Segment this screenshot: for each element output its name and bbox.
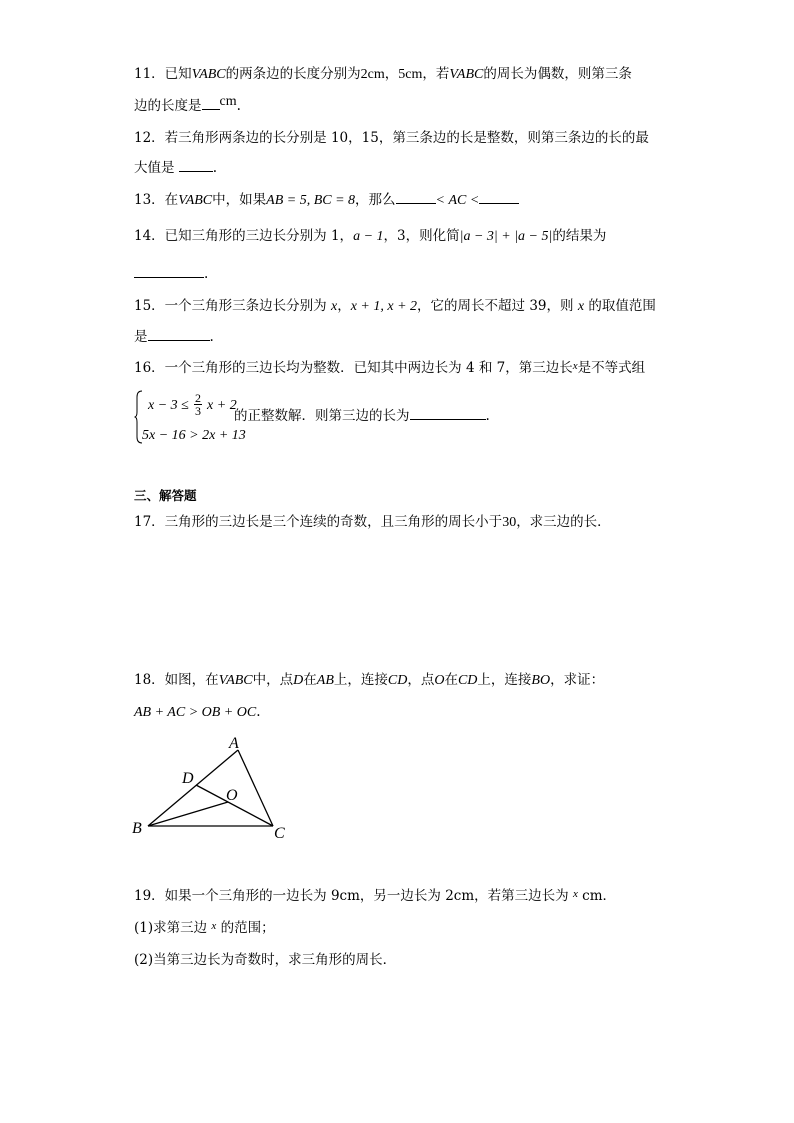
q15-variable: x — [330, 299, 338, 314]
q15-text: . — [209, 329, 214, 345]
segment-bo — [148, 802, 228, 826]
segment-label: BO — [531, 673, 551, 688]
q11-text: 的两条边的长度分别为 — [225, 66, 361, 82]
q19-text: cm． — [582, 888, 617, 904]
triangle-symbol: VABC — [218, 673, 253, 688]
q16-text: 是不等式组 — [577, 360, 646, 376]
q17-text: ，求三边的长． — [516, 514, 611, 530]
point-label: D — [293, 673, 304, 688]
q19-part-2-text: (2)当第三边长为奇数时，求三角形的周长． — [134, 952, 397, 968]
q18-text: 在 — [303, 672, 317, 688]
q12-text: . — [212, 160, 218, 176]
q11-text: . — [236, 98, 241, 114]
fraction-numerator: 2 — [194, 391, 201, 405]
question-16-tail — [234, 404, 490, 424]
answer-blank[interactable] — [202, 96, 220, 110]
q19-part-1-text: 的范围； — [220, 920, 275, 936]
answer-blank[interactable] — [134, 264, 204, 278]
question-11-line-1 — [134, 64, 632, 85]
segment-ab — [148, 750, 238, 826]
question-11-line-2 — [134, 96, 241, 117]
q11-value-1: 2cm — [360, 67, 385, 82]
q13-text: 13．在 — [134, 192, 179, 208]
q13-text: 中，如果 — [212, 192, 267, 208]
q13-condition: AB = 5, BC = 8 — [266, 193, 356, 208]
q19-text: 19．如果一个三角形的一边长为 9cm，另一边长为 2cm，若第三边长为 — [134, 888, 569, 904]
question-12-line-1 — [134, 128, 649, 148]
question-19-part-2 — [134, 950, 396, 970]
question-18-line-1 — [134, 670, 604, 691]
triangle-symbol: VABC — [449, 67, 484, 82]
q16-text: 的正整数解．则第三边的长为 — [234, 408, 410, 424]
q17-text: 17．三角形的三边长是三个连续的奇数，且三角形的周长小于 — [134, 514, 503, 530]
q15-variable: x — [577, 299, 585, 314]
q15-expression: x + 1, x + 2 — [350, 299, 418, 314]
q16-text: 16．一个三角形的三边长均为整数．已知其中两边长为 4 和 7，第三边长 — [134, 360, 573, 376]
q11-text: ，若 — [422, 66, 450, 82]
q11-text: 边的长度是 — [134, 98, 202, 114]
answer-blank[interactable] — [179, 158, 213, 172]
inequality-1-right: x + 2 — [207, 398, 237, 413]
segment-label: CD — [387, 673, 408, 688]
answer-blank[interactable] — [410, 406, 486, 420]
q16-text: . — [485, 408, 490, 424]
q15-text: 的取值范围 — [588, 298, 656, 314]
label-c: C — [274, 825, 285, 842]
q14-text: . — [204, 266, 209, 282]
question-19-line-1 — [134, 886, 616, 907]
point-label: O — [434, 673, 445, 688]
q13-inequality: < AC < — [435, 193, 480, 208]
q18-text: 18．如图，在 — [134, 672, 219, 688]
q17-number: 30 — [502, 515, 517, 530]
q11-value-2: 5cm — [398, 67, 423, 82]
inequality-system — [134, 388, 654, 448]
inequality-2-text: 5x − 16 > 2x + 13 — [142, 428, 246, 443]
q14-text: 14．已知三角形的三边长分别为 1， — [134, 228, 354, 244]
q11-text: 11．已知 — [134, 66, 192, 82]
q18-text: 上，连接 — [477, 672, 532, 688]
inequality-1-left: x − 3 ≤ — [148, 398, 189, 413]
q14-text: 的结果为 — [552, 228, 607, 244]
q11-text: 的周长为偶数，则第三条 — [483, 66, 632, 82]
label-a: A — [229, 735, 239, 752]
triangle-figure — [128, 730, 298, 845]
question-12-line-2 — [134, 158, 217, 178]
q15-text: 15．一个三角形三条边长分别为 — [134, 298, 327, 314]
question-13 — [134, 190, 519, 211]
proof-statement: AB + AC > OB + OC — [134, 705, 257, 720]
q12-text: 大值是 — [134, 160, 175, 176]
q15-text: ，它的周长不超过 39，则 — [417, 298, 574, 314]
q18-text: . — [256, 704, 261, 720]
question-15-line-2 — [134, 327, 214, 347]
q15-text: ， — [337, 298, 351, 314]
q18-text: ，求证： — [550, 672, 605, 688]
q13-text: ，那么 — [355, 192, 396, 208]
answer-blank-upper[interactable] — [479, 190, 519, 204]
segment-label: AB — [316, 673, 334, 688]
q15-text: 是 — [134, 329, 148, 345]
q19-variable: x — [572, 888, 578, 900]
q18-text: 在 — [444, 672, 458, 688]
segment-label: CD — [457, 673, 478, 688]
q18-text: ，点 — [407, 672, 435, 688]
question-14-line-2 — [134, 264, 208, 284]
fraction — [194, 392, 202, 417]
inequality-1 — [148, 392, 237, 417]
triangle-symbol: VABC — [191, 67, 226, 82]
label-d: D — [182, 770, 194, 787]
q19-variable: x — [211, 920, 217, 932]
question-14-line-1 — [134, 226, 606, 247]
fraction-denominator: 3 — [194, 404, 201, 418]
q18-text: 中，点 — [252, 672, 294, 688]
label-b: B — [132, 820, 142, 837]
question-18-line-2 — [134, 702, 261, 723]
q14-expression-1: a − 1 — [353, 229, 384, 244]
q19-part-1-text: (1)求第三边 — [134, 920, 208, 936]
segment-ac — [238, 750, 273, 826]
q18-text: 上，连接 — [333, 672, 388, 688]
q14-text: ，3，则化简 — [383, 228, 460, 244]
question-16-line-1 — [134, 358, 645, 379]
inequality-2 — [142, 424, 246, 444]
section-title-text: 三、解答题 — [134, 488, 197, 503]
question-17 — [134, 512, 611, 533]
label-o: O — [226, 787, 238, 804]
answer-blank[interactable] — [148, 327, 210, 341]
question-15-line-1 — [134, 296, 656, 317]
q11-unit: cm — [219, 94, 237, 109]
q12-text: 12．若三角形两条边的长分别是 10，15，第三条边的长是整数，则第三条边的长的最 — [134, 130, 649, 146]
question-19-part-1 — [134, 918, 275, 939]
triangle-symbol: VABC — [178, 193, 213, 208]
q16-variable: x — [572, 360, 578, 372]
q14-expression-2: |a − 3| + |a − 5| — [459, 229, 553, 244]
answer-blank-lower[interactable] — [396, 190, 436, 204]
section-title — [134, 486, 197, 506]
q11-sep: ， — [384, 66, 399, 82]
